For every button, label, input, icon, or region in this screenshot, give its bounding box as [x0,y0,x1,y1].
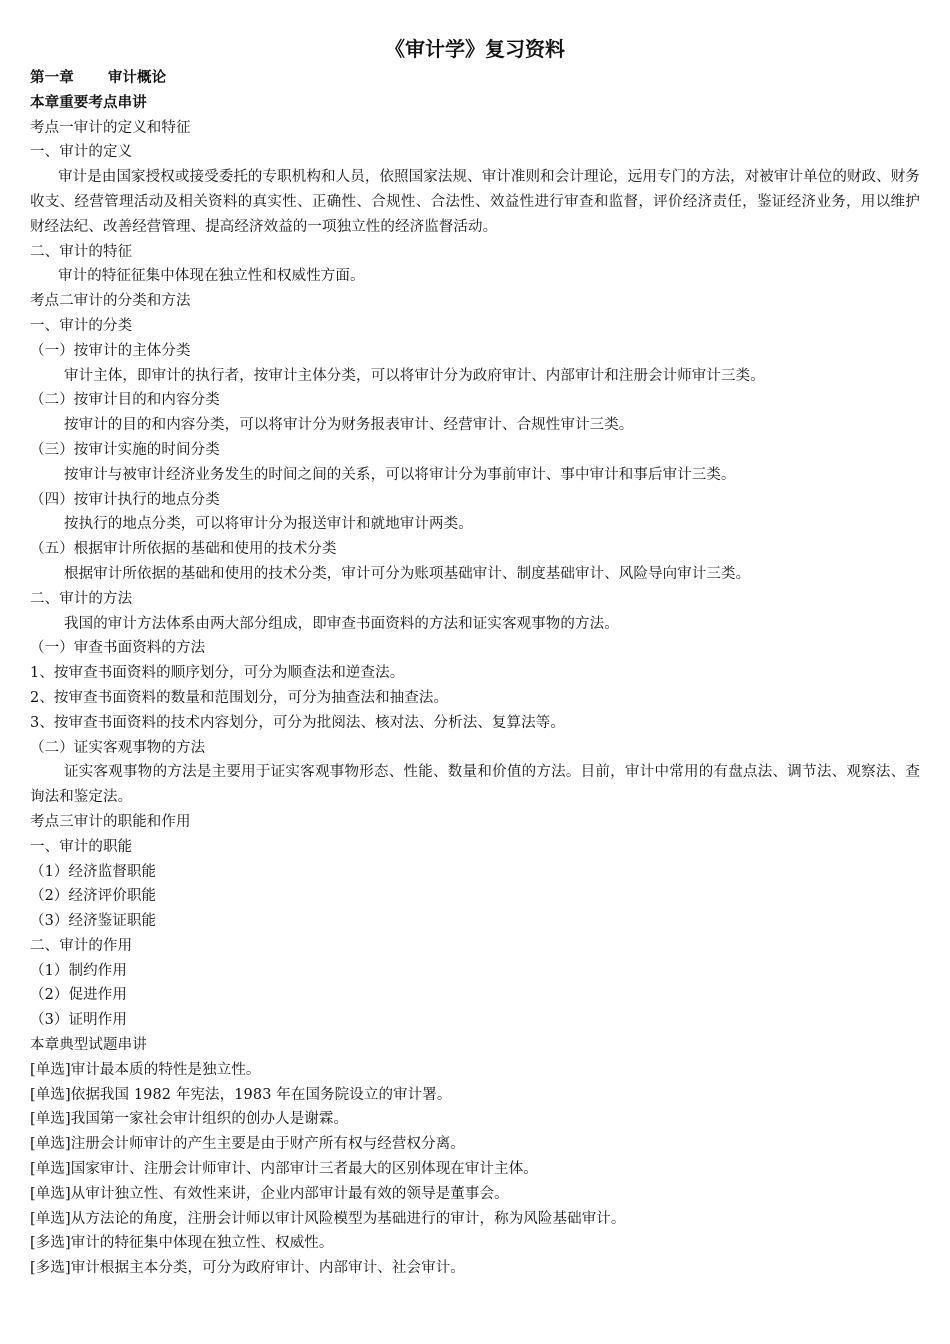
text-line: （二）按审计目的和内容分类 [30,392,220,409]
text-line: [多选]审计根据主本分类，可分为政府审计、内部审计、社会审计。 [30,1260,465,1277]
text-line: [单选]审计最本质的特性是独立性。 [30,1061,261,1078]
text-line: （3）证明作用 [30,1012,127,1029]
text-line: 证实客观事物的方法是主要用于证实客观事物形态、性能、数量和价值的方法。目前，审计中常用的有盘点法、调节法、观察法、查询法和鉴定法。 [30,764,920,806]
text-line: 二、审计的方法 [30,590,133,607]
text-line: （三）按审计实施的时间分类 [30,441,220,458]
text-line: （2）促进作用 [30,987,127,1004]
text-line: 按审计与被审计经济业务发生的时间之间的关系，可以将审计分为事前审计、事中审计和事后审计三类。 [64,466,736,483]
text-line: 3、按审查书面资料的技术内容划分，可分为批阅法、核对法、分析法、复算法等。 [30,714,565,731]
chapter-number: 第一章 [30,70,74,86]
text-line: 我国的审计方法体系由两大部分组成，即审查书面资料的方法和证实客观事物的方法。 [64,615,619,632]
text-line: 审计的特征征集中体现在独立性和权威性方面。 [58,268,365,285]
text-line: （1）制约作用 [30,962,127,979]
text-line: 2、按审查书面资料的数量和范围划分，可分为抽查法和抽查法。 [30,689,449,706]
text-line: [单选]依据我国 1982 年宪法，1983 年在国务院设立的审计署。 [30,1086,452,1103]
text-line: （一）审查书面资料的方法 [30,640,206,657]
text-line: 考点三审计的职能和作用 [30,813,191,830]
text-line: （二）证实客观事物的方法 [30,739,206,756]
document-title: 《审计学》复习资料 [385,37,565,61]
section-heading: 本章重要考点串讲 [30,94,147,111]
text-line: （五）根据审计所依据的基础和使用的技术分类 [30,541,337,558]
text-line: 考点二审计的分类和方法 [30,293,191,310]
text-line: [单选]注册会计师审计的产生主要是由于财产所有权与经营权分离。 [30,1136,465,1153]
text-line: 1、按审查书面资料的顺序划分，可分为顺查法和逆查法。 [30,665,405,682]
text-line: 审计是由国家授权或接受委托的专职机构和人员，依照国家法规、审计准则和会计理论，远用专门的方法，对被审计单位的财政、财务收支、经营管理活动及相关资料的真实性、正确性、合规性、合法性、效益性进行审查和监督，评价经济责任，鉴证经济业务，用以维护财经法纪、改善经营管理、提高经济效益的一项独立性的经济监督活动。 [30,169,920,235]
text-line: [单选]我国第一家社会审计组织的创办人是谢霖。 [30,1111,349,1128]
text-line: [单选]从审计独立性、有效性来讲，企业内部审计最有效的领导是董事会。 [30,1185,509,1202]
text-line: （1）经济监督职能 [30,863,157,880]
chapter-heading [30,66,920,91]
text-line: （3）经济鉴证职能 [30,913,157,930]
document-body [30,116,920,1281]
chapter-name: 审计概论 [107,70,167,86]
text-line: [多选]审计的特征集中体现在独立性、权威性。 [30,1235,334,1252]
text-line: 一、审计的职能 [30,838,133,855]
text-line: [单选]从方法论的角度，注册会计师以审计风险模型为基础进行的审计，称为风险基础审计。 [30,1210,626,1227]
text-line: （四）按审计执行的地点分类 [30,491,220,508]
text-line: 本章典型试题串讲 [30,1037,147,1054]
text-line: 考点一审计的定义和特征 [30,119,191,136]
text-line: （一）按审计的主体分类 [30,342,191,359]
text-line: 根据审计所依据的基础和使用的技术分类，审计可分为账项基础审计、制度基础审计、风险导向审计三类。 [64,565,751,582]
text-line: 一、审计的分类 [30,317,133,334]
text-line: 审计主体，即审计的执行者，按审计主体分类，可以将审计分为政府审计、内部审计和注册会计师审计三类。 [64,367,765,384]
text-line: 一、审计的定义 [30,144,133,161]
text-line: [单选]国家审计、注册会计师审计、内部审计三者最大的区别体现在审计主体。 [30,1161,538,1178]
text-line: 按执行的地点分类，可以将审计分为报送审计和就地审计两类。 [64,516,473,533]
text-line: （2）经济评价职能 [30,888,157,905]
text-line: 按审计的目的和内容分类，可以将审计分为财务报表审计、经营审计、合规性审计三类。 [64,417,634,434]
text-line: 二、审计的作用 [30,937,133,954]
text-line: 二、审计的特征 [30,243,133,260]
